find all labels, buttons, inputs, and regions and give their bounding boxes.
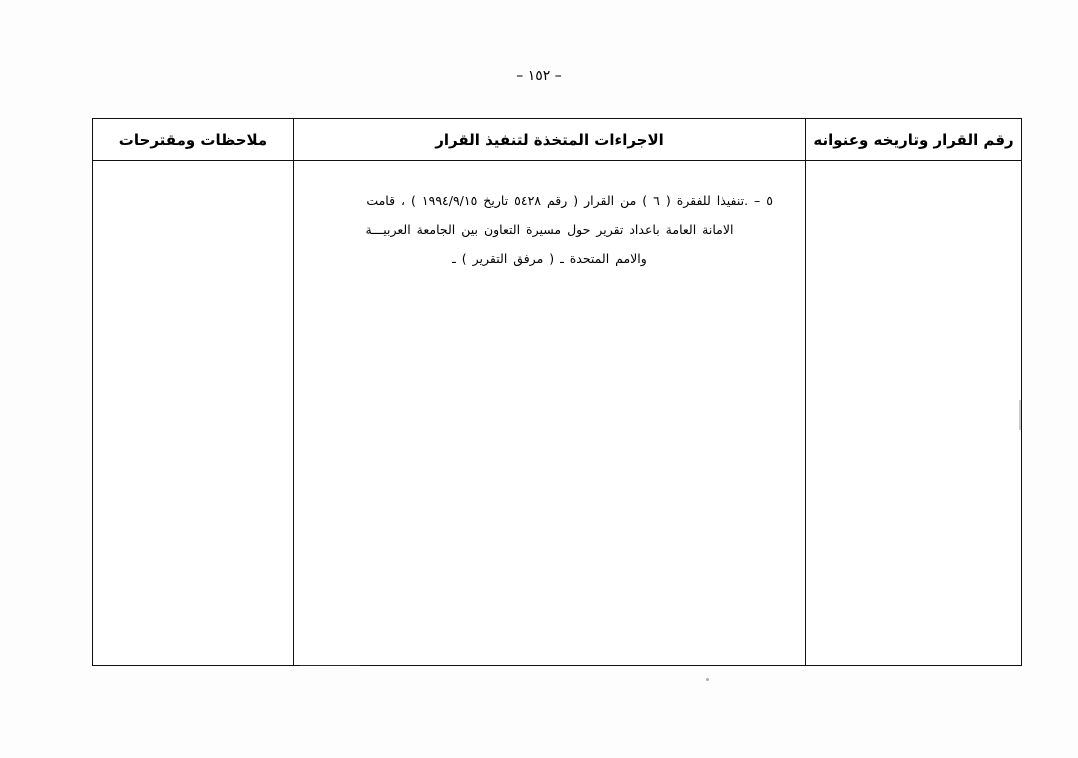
action-line-3: والامم المتحدة ـ ( مرفق التقرير ) ـ xyxy=(452,250,647,266)
scan-artifact-smudge xyxy=(300,665,360,666)
cell-decision xyxy=(806,161,1021,665)
scan-artifact-line xyxy=(1019,400,1021,430)
scan-artifact-dot xyxy=(706,678,709,681)
action-paragraph xyxy=(308,187,791,273)
table-row xyxy=(93,161,1021,665)
table-header-row xyxy=(93,119,1021,161)
column-header-notes: ملاحظات ومقترحات xyxy=(118,130,268,149)
column-header-decision: رقم القرار وتاريخه وعنوانه xyxy=(813,130,1014,149)
cell-notes xyxy=(93,161,293,665)
cell-actions xyxy=(293,161,806,665)
decisions-table xyxy=(92,118,1022,666)
column-header-actions: الاجراءات المتخذة لتنفيذ القرار xyxy=(293,119,806,160)
action-line-1: ٥ – .تنفيذا للفقرة ( ٦ ) من القرار ( رقم ٥٤٢٨ تاريخ ١٩٩٤/٩/١٥ ) ، قامت xyxy=(366,193,773,208)
action-line-2: الامانة العامة باعداد تقرير حول مسيرة التعاون بين الجامعة العربيـــة xyxy=(365,221,734,237)
page-number: – ١٥٢ – xyxy=(516,68,562,84)
